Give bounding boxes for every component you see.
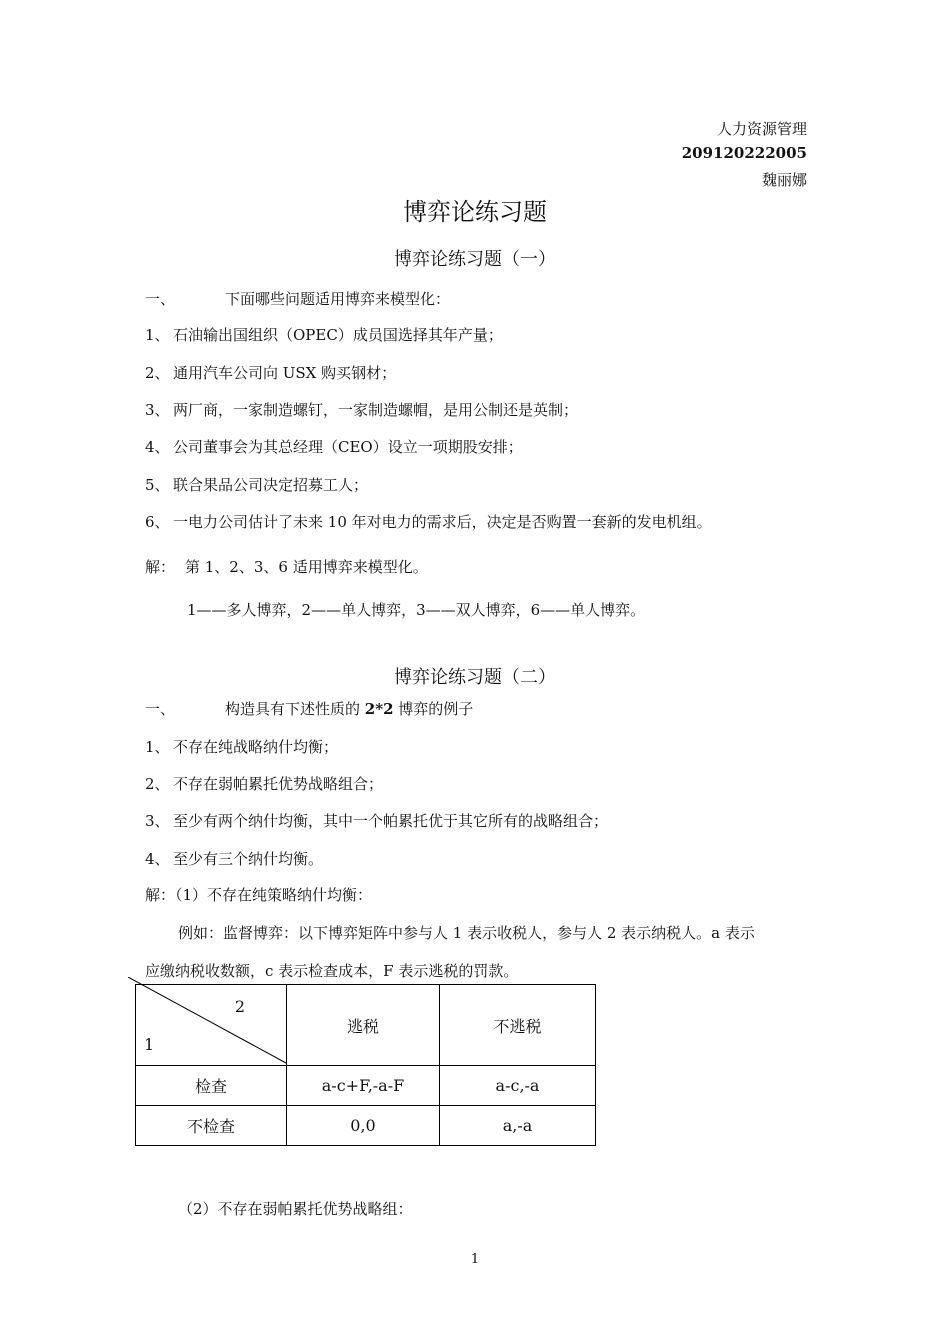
- example-line-2: 应缴纳税收数额，c 表示检查成本，F 表示逃税的罚款。: [145, 962, 519, 980]
- list-item: 3、 两厂商，一家制造螺钉，一家制造螺帽，是用公制还是英制；: [145, 401, 579, 419]
- player-row-label: 1: [144, 1035, 155, 1054]
- page-number: 1: [470, 1252, 480, 1267]
- answer-label: 解：: [145, 558, 176, 576]
- payoff-matrix: [135, 984, 596, 1146]
- list-item: 4、 至少有三个纳什均衡。: [145, 850, 324, 868]
- section2-answer1: 解：（1）不存在纯策略纳什均衡：: [145, 886, 373, 904]
- list-item: 2、 不存在弱帕累托优势战略组合；: [145, 775, 384, 793]
- header-name: 魏丽娜: [761, 171, 807, 189]
- payoff-cell: a-c+F,-a-F: [287, 1066, 440, 1106]
- list-item: 3、 至少有两个纳什均衡，其中一个帕累托优于其它所有的战略组合；: [145, 812, 609, 830]
- payoff-cell: 0,0: [287, 1106, 440, 1146]
- matrix-corner: [136, 985, 287, 1066]
- list-item: 6、 一电力公司估计了未来 10 年对电力的需求后，决定是否购置一套新的发电机组。: [145, 513, 712, 531]
- section1-answer: 解： 第 1、2、3、6 适用博弈来模型化。: [145, 558, 428, 576]
- list-item: 4、 公司董事会为其总经理（CEO）设立一项期股安排；: [145, 438, 523, 456]
- section2-answer2: （2）不存在弱帕累托优势战略组：: [178, 1200, 413, 1218]
- example-line-1: 例如：监督博弈：以下博弈矩阵中参与人 1 表示收税人，参与人 2 表示纳税人。a 表示: [178, 924, 755, 942]
- header-major: 人力资源管理: [716, 120, 807, 138]
- section2-question: 一、 构造具有下述性质的 2*2 博弈的例子: [145, 700, 474, 718]
- payoff-cell: a,-a: [440, 1106, 596, 1146]
- section1-answer-detail: 1——多人博弈，2——单人博弈，3——双人博弈，6——单人博弈。: [187, 601, 646, 619]
- row-header: 检查: [136, 1066, 287, 1106]
- list-item: 5、 联合果品公司决定招募工人；: [145, 476, 369, 494]
- list-item: 2、 通用汽车公司向 USX 购买钢材；: [145, 364, 397, 382]
- player-col-label: 2: [234, 997, 245, 1016]
- header-student-id: 209120222005: [681, 144, 807, 162]
- col-header: 逃税: [287, 985, 440, 1066]
- section1-question-text: 下面哪些问题适用博弈来模型化：: [225, 290, 451, 308]
- section1-heading: 博弈论练习题（一）: [394, 249, 556, 270]
- section2-heading: 博弈论练习题（二）: [394, 667, 556, 688]
- list-item: 1、 不存在纯战略纳什均衡；: [145, 738, 339, 756]
- page-title: 博弈论练习题: [403, 198, 547, 226]
- row-header: 不检查: [136, 1106, 287, 1146]
- section1-question: [145, 288, 450, 309]
- payoff-cell: a-c,-a: [440, 1066, 596, 1106]
- section1-question-label: 一、: [145, 290, 176, 308]
- col-header: 不逃税: [440, 985, 596, 1066]
- list-item: 1、 石油输出国组织（OPEC）成员国选择其年产量；: [145, 326, 503, 344]
